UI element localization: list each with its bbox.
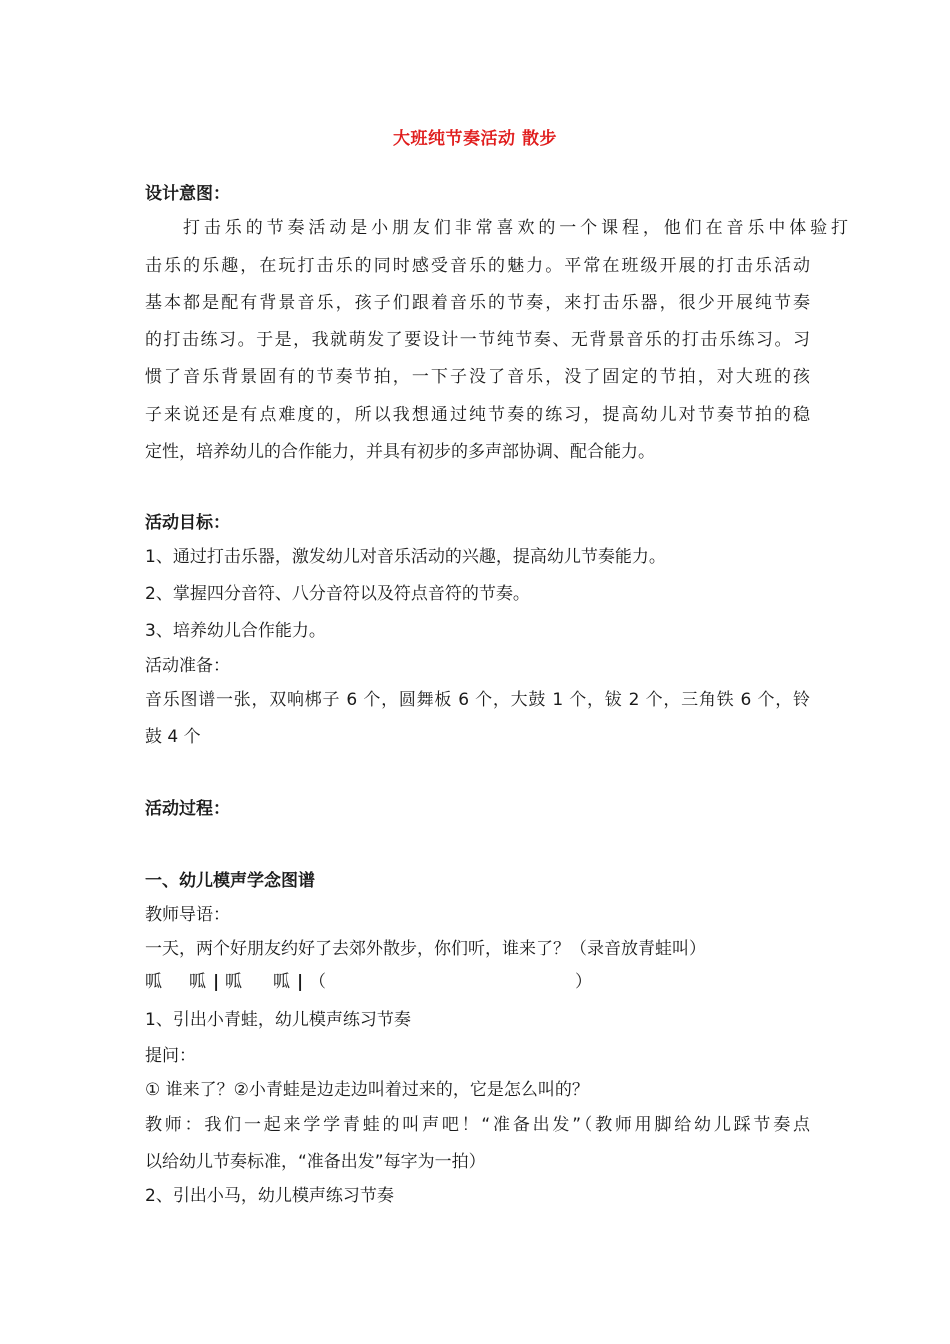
- teacher-line: 教师：我们一起来学学青蛙的叫声吧！“准备出发”（教师用脚给幼儿踩节奏点: [145, 1115, 810, 1135]
- frog-sound: 呱: [189, 972, 206, 992]
- close-paren: ）: [575, 972, 592, 992]
- frog-sound: 呱: [225, 972, 242, 992]
- teacher-line: 以给幼儿节奏标准，“准备出发”每字为一拍）: [145, 1152, 486, 1172]
- rhythm-bar: |: [213, 972, 220, 992]
- document-title: 大班纯节奏活动 散步: [393, 129, 557, 149]
- step1-line: 1、引出小青蛙，幼儿模声练习节奏: [145, 1010, 411, 1030]
- open-paren: （: [309, 972, 326, 992]
- goal-item: 3、培养幼儿合作能力。: [145, 621, 326, 641]
- design-paragraph-line: 打击乐的节奏活动是小朋友们非常喜欢的一个课程，他们在音乐中体验打: [183, 218, 848, 238]
- rhythm-bar: |: [297, 972, 304, 992]
- goals-heading: 活动目标：: [145, 513, 230, 533]
- design-paragraph-line: 的打击练习。于是，我就萌发了要设计一节纯节奏、无背景音乐的打击乐练习。习: [145, 330, 810, 350]
- prep-heading: 活动准备：: [145, 656, 230, 676]
- prep-line: 鼓 4 个: [145, 727, 201, 747]
- design-paragraph-line: 击乐的乐趣，在玩打击乐的同时感受音乐的魅力。平常在班级开展的打击乐活动: [145, 256, 810, 276]
- section1-heading: 一、幼儿模声学念图谱: [145, 871, 315, 891]
- design-paragraph-line: 子来说还是有点难度的，所以我想通过纯节奏的练习，提高幼儿对节奏节拍的稳: [145, 405, 810, 425]
- step2-line: 2、引出小马，幼儿模声练习节奏: [145, 1186, 394, 1206]
- process-heading: 活动过程：: [145, 799, 230, 819]
- frog-sound: 呱: [145, 972, 162, 992]
- goal-item: 2、掌握四分音符、八分音符以及符点音符的节奏。: [145, 584, 530, 604]
- design-paragraph-line: 定性，培养幼儿的合作能力，并具有初步的多声部协调、配合能力。: [145, 442, 655, 462]
- prep-line: 音乐图谱一张，双响梆子 6 个，圆舞板 6 个，大鼓 1 个，钹 2 个，三角铁 6 个，铃: [145, 690, 810, 710]
- frog-sound: 呱: [273, 972, 290, 992]
- design-heading: 设计意图：: [145, 184, 230, 204]
- intro-line: 一天，两个好朋友约好了去郊外散步，你们听，谁来了？（录音放青蛙叫）: [145, 939, 706, 959]
- design-paragraph-line: 基本都是配有背景音乐，孩子们跟着音乐的节奏，来打击乐器，很少开展纯节奏: [145, 293, 810, 313]
- goal-item: 1、通过打击乐器，激发幼儿对音乐活动的兴趣，提高幼儿节奏能力。: [145, 547, 666, 567]
- questions-line: ① 谁来了？②小青蛙是边走边叫着过来的，它是怎么叫的？: [145, 1080, 589, 1100]
- teacher-intro-label: 教师导语：: [145, 905, 230, 925]
- question-label: 提问：: [145, 1046, 196, 1066]
- design-paragraph-line: 惯了音乐背景固有的节奏节拍，一下子没了音乐，没了固定的节拍，对大班的孩: [145, 367, 810, 387]
